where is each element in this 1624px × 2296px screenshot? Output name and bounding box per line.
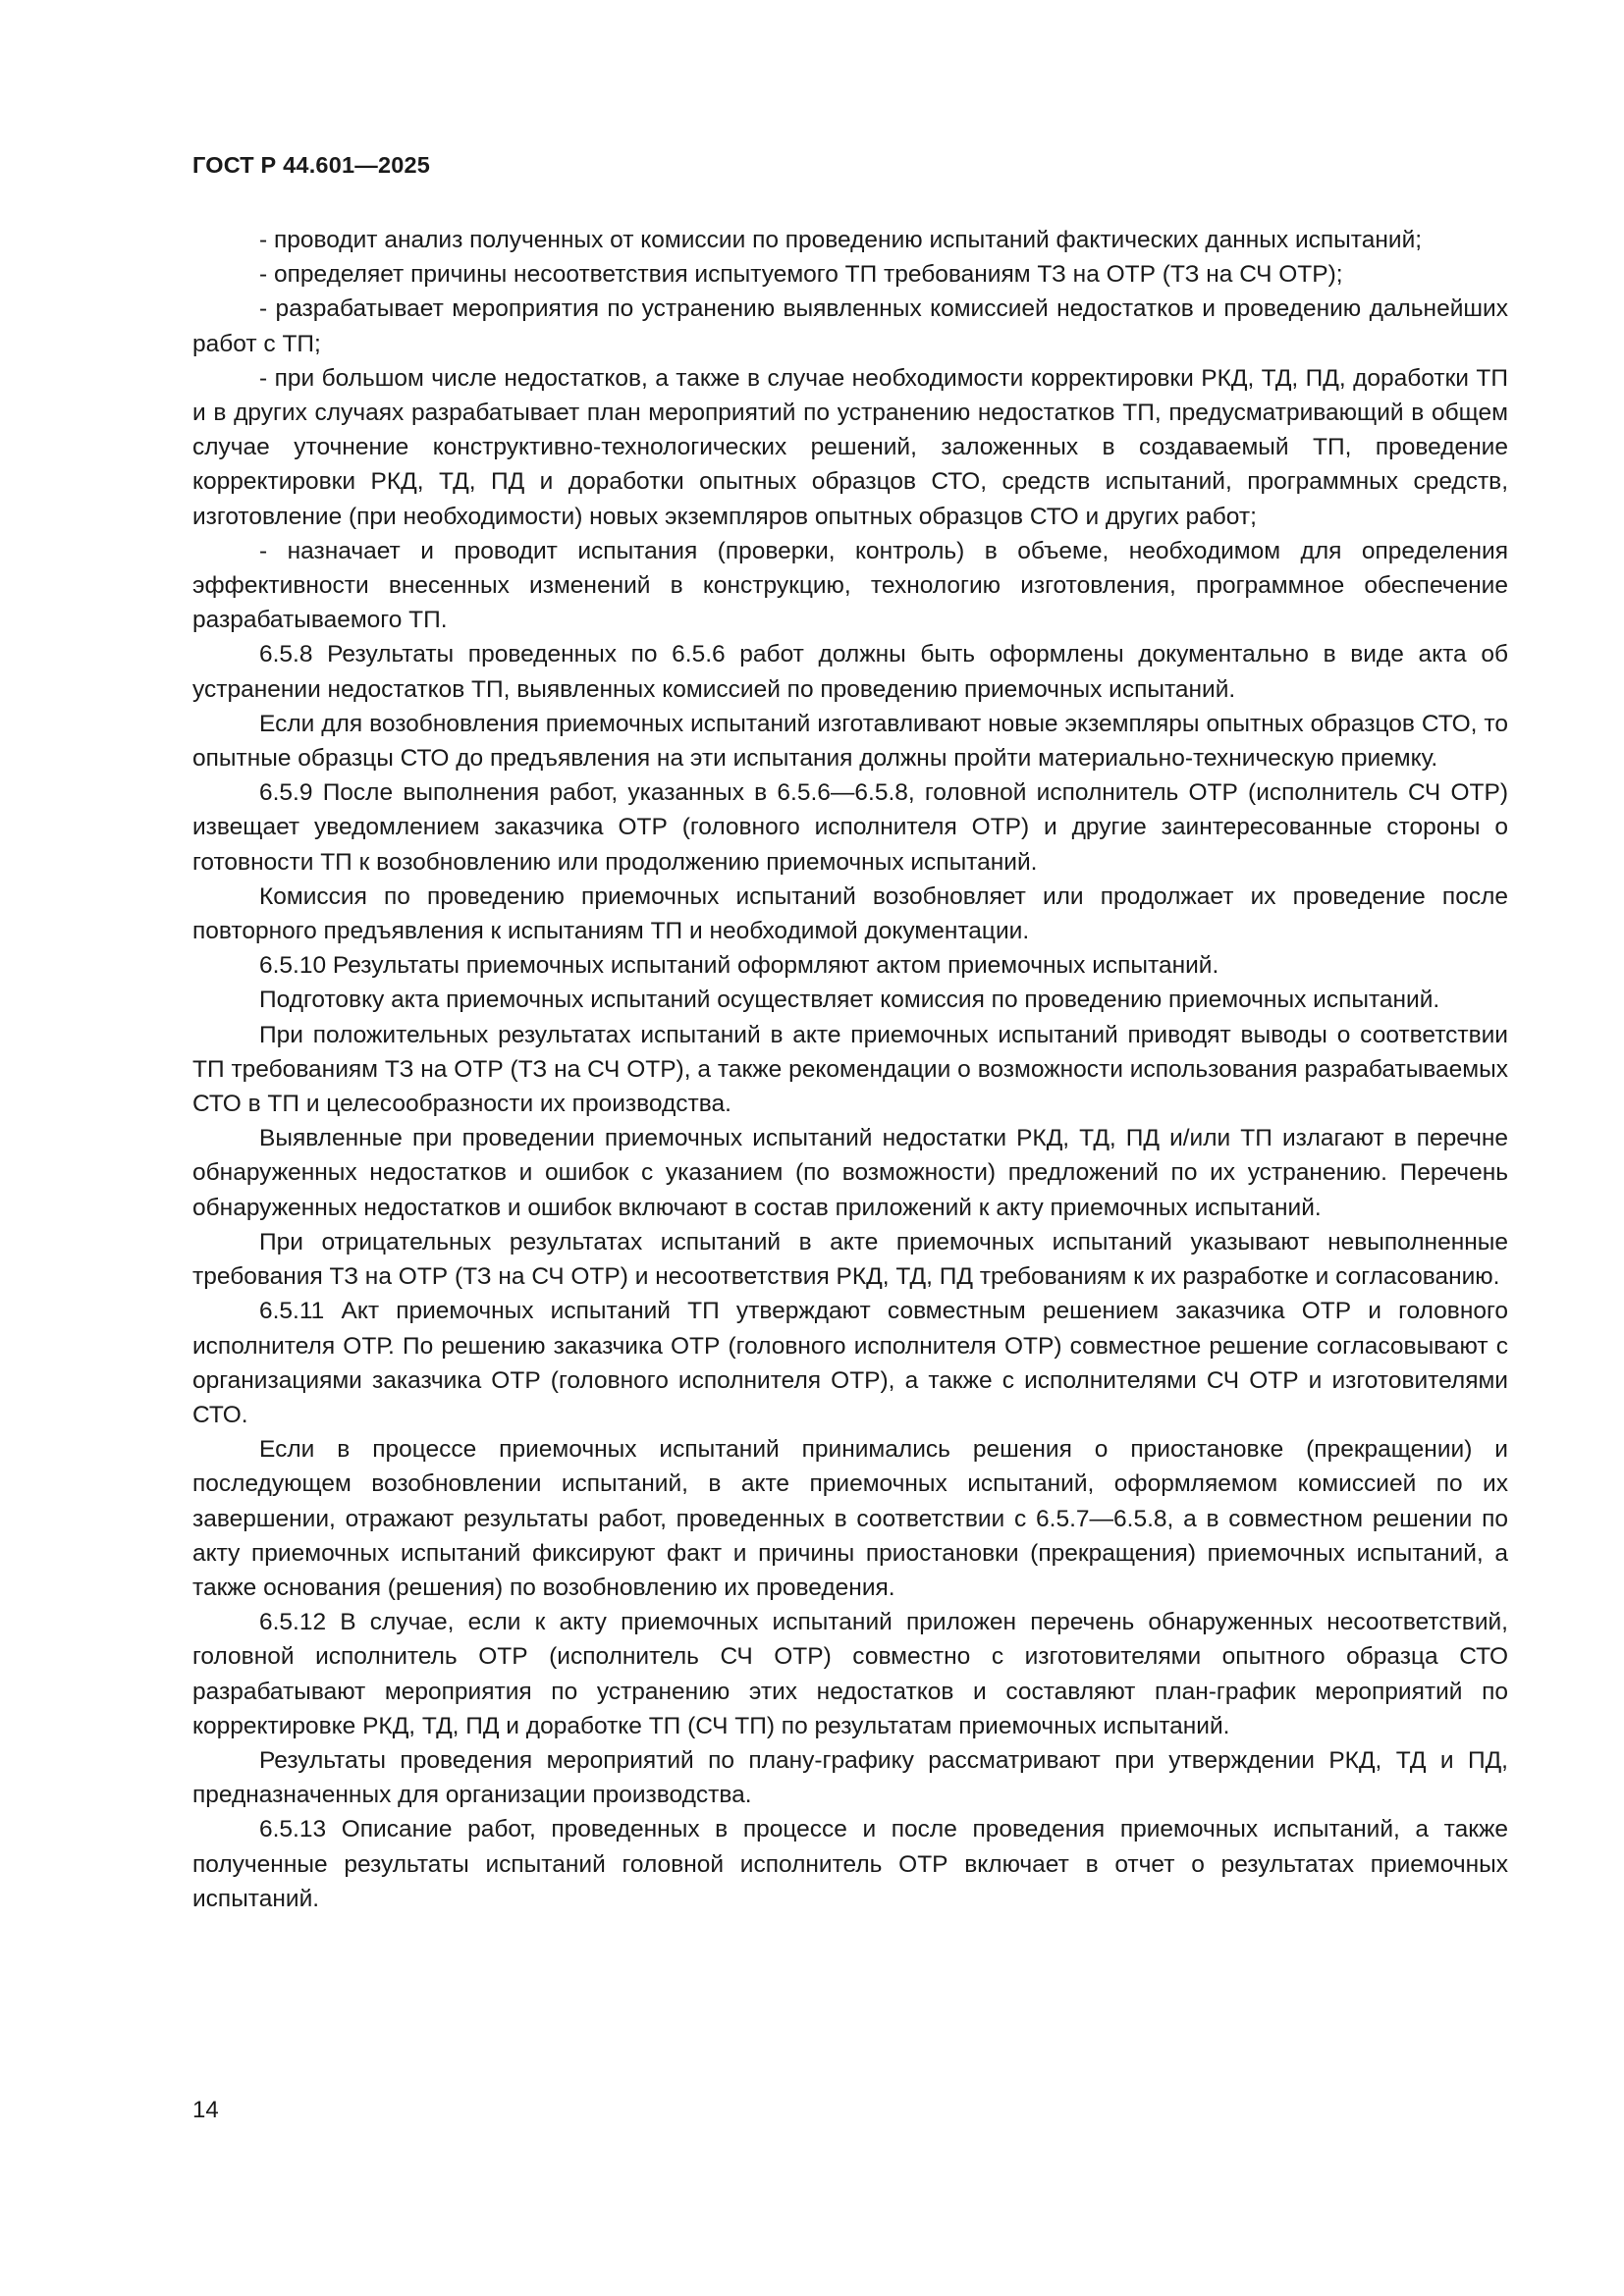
page-number: 14 [192, 2097, 219, 2123]
paragraph: При отрицательных результатах испытаний в акте приемочных испытаний указывают невыполненные требования ТЗ на ОТР (ТЗ на СЧ ОТР) и несоответствия РКД, ТД, ПД требованиям к их разработке и согласованию. [192, 1228, 1508, 1291]
paragraph: Если для возобновления приемочных испытаний изготавливают новые экземпляры опытных образцов СТО, то опытные образцы СТО до предъявления на эти испытания должны пройти материально-техническую приемку. [192, 710, 1508, 773]
paragraph: Результаты проведения мероприятий по плану-графику рассматривают при утверждении РКД, ТД и ПД, предназначенных для организации производства. [192, 1746, 1508, 1809]
paragraph: - проводит анализ полученных от комиссии по проведению испытаний фактических данных испытаний; [259, 227, 1423, 253]
paragraph: Выявленные при проведении приемочных испытаний недостатки РКД, ТД, ПД и/или ТП излагают в перечне обнаруженных недостатков и ошибок с указанием (по возможности) предложений по их устранению. Перечень обнаруженных недостатков и ошибок включают в состав приложений к акту приемочных испытаний. [192, 1125, 1508, 1221]
paragraph: - при большом числе недостатков, а также в случае необходимости корректировки РКД, ТД, ПД, доработки ТП и в других случаях разрабатывает план мероприятий по устранению недостатков ТП, предусматривающий в общем случае уточнение конструктивно-технологических решений, заложенных в создаваемый ТП, проведение корректировки РКД, ТД, ПД и доработки опытных образцов СТО, средств испытаний, программных средств, изготовление (при необходимости) новых экземпляров опытных образцов СТО и других работ; [192, 364, 1508, 530]
paragraph: 6.5.12 В случае, если к акту приемочных испытаний приложен перечень обнаруженных несоответствий, головной исполнитель ОТР (исполнитель СЧ ОТР) совместно с изготовителями опытного образца СТО разрабатывают мероприятия по устранению этих недостатков и составляют план-график мероприятий по корректировке РКД, ТД, ПД и доработке ТП (СЧ ТП) по результатам приемочных испытаний. [192, 1609, 1508, 1739]
paragraph: 6.5.8 Результаты проведенных по 6.5.6 работ должны быть оформлены документально в виде акта об устранении недостатков ТП, выявленных комиссией по проведению приемочных испытаний. [192, 641, 1508, 703]
paragraph: - разрабатывает мероприятия по устранению выявленных комиссией недостатков и проведению дальнейших работ с ТП; [192, 295, 1508, 357]
paragraph: Комиссия по проведению приемочных испытаний возобновляет или продолжает их проведение после повторного предъявления к испытаниям ТП и необходимой документации. [192, 882, 1508, 945]
paragraph: 6.5.13 Описание работ, проведенных в процессе и после проведения приемочных испытаний, а также полученные результаты испытаний головной исполнитель ОТР включает в отчет о результатах приемочных испытаний. [192, 1816, 1508, 1912]
paragraph: 6.5.11 Акт приемочных испытаний ТП утверждают совместным решением заказчика ОТР и головного исполнителя ОТР. По решению заказчика ОТР (головного исполнителя ОТР) совместное решение согласовывают с организациями заказчика ОТР (головного исполнителя ОТР), а также с исполнителями СЧ ОТР и изготовителями СТО. [192, 1298, 1508, 1428]
paragraph: Если в процессе приемочных испытаний принимались решения о приостановке (прекращении) и последующем возобновлении испытаний, в акте приемочных испытаний, оформляемом комиссией по их завершении, отражают результаты работ, проведенных в соответствии с 6.5.7—6.5.8, а в совместном решении по акту приемочных испытаний фиксируют факт и причины приостановки (прекращения) приемочных испытаний, а также основания (решения) по возобновлению их проведения. [192, 1436, 1508, 1601]
document-header: ГОСТ Р 44.601—2025 [192, 152, 431, 178]
paragraph: - назначает и проводит испытания (проверки, контроль) в объеме, необходимом для определения эффективности внесенных изменений в конструкцию, технологию изготовления, программное обеспечение разрабатываемого ТП. [192, 537, 1508, 634]
paragraph: 6.5.10 Результаты приемочных испытаний оформляют актом приемочных испытаний. [259, 952, 1219, 980]
document-body [192, 223, 1508, 1916]
paragraph: - определяет причины несоответствия испытуемого ТП требованиям ТЗ на ОТР (ТЗ на СЧ ОТР); [259, 261, 1343, 289]
paragraph: 6.5.9 После выполнения работ, указанных в 6.5.6—6.5.8, головной исполнитель ОТР (исполнитель СЧ ОТР) извещает уведомлением заказчика ОТР (головного исполнителя ОТР) и другие заинтересованные стороны о готовности ТП к возобновлению или продолжению приемочных испытаний. [192, 779, 1508, 876]
paragraph: При положительных результатах испытаний в акте приемочных испытаний приводят выводы о соответствии ТП требованиям ТЗ на ОТР (ТЗ на СЧ ОТР), а также рекомендации о возможности использования разрабатываемых СТО в ТП и целесообразности их производства. [192, 1021, 1508, 1118]
paragraph: Подготовку акта приемочных испытаний осуществляет комиссия по проведению приемочных испытаний. [259, 987, 1440, 1014]
